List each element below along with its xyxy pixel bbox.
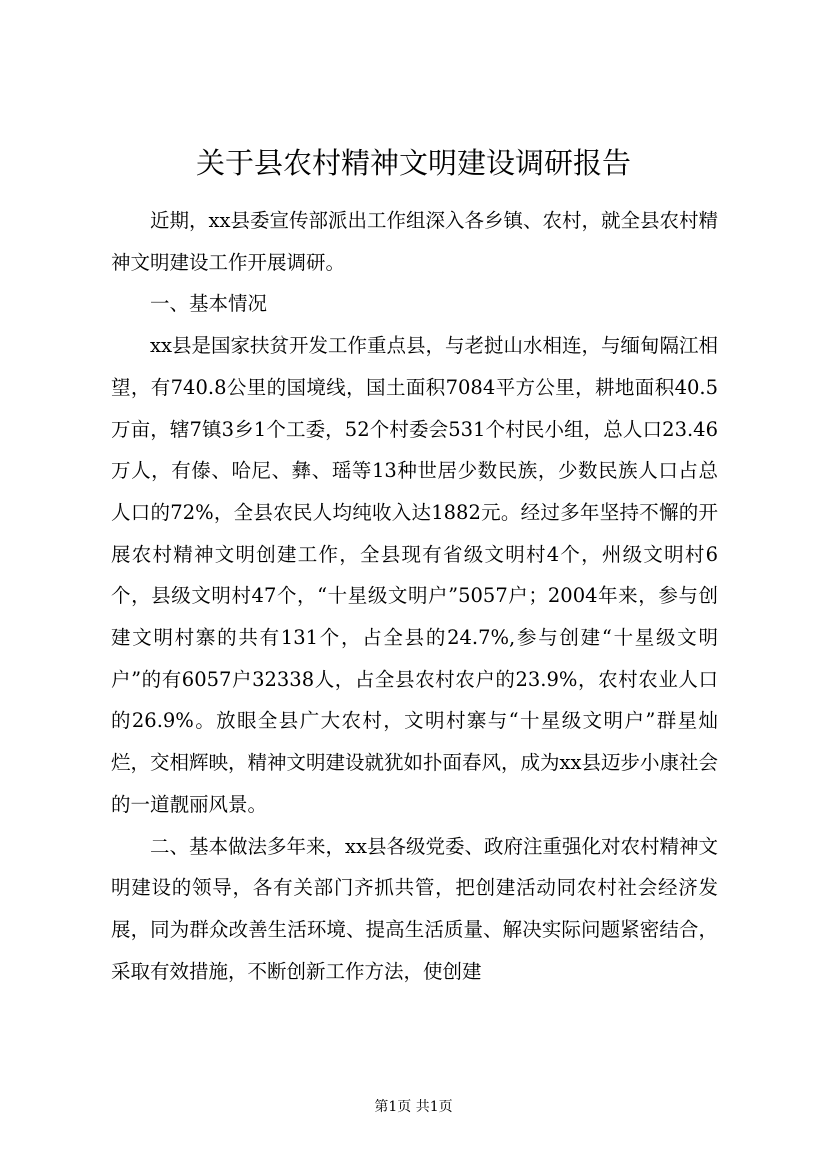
paragraph-basic-situation: xx县是国家扶贫开发工作重点县，与老挝山水相连，与缅甸隔江相望，有740.8公里的国境线，国土面积7084平方公里，耕地面积40.5万亩，辖7镇3乡1个工委，52个村委会531个村民小组，总人口23.46万人，有傣、哈尼、彝、瑶等13种世居少数民族，少数民族人口占总人口的72%，全县农民人均纯收入达1882元。经过多年坚持不懈的开展农村精神文明创建工作，全县现有省级文明村4个，州级文明村6个，县级文明村47个，“十星级文明户”5057户；2004年来，参与创建文明村寨的共有131个，占全县的24.7%,参与创建“十星级文明户”的有6057户32338人，占全县农村农户的23.9%，农村农业人口的26.9%。放眼全县广大农村，文明村寨与“十星级文明户”群星灿烂，交相辉映，精神文明建设就犹如扑面春风，成为xx县迈步小康社会的一道靓丽风景。 — [111, 334, 718, 816]
paragraph-intro: 近期，xx县委宣传部派出工作组深入各乡镇、农村，就全县农村精神文明建设工作开展调研。 — [111, 209, 718, 274]
paragraph-basic-practices: 二、基本做法多年来，xx县各级党委、政府注重强化对农村精神文明建设的领导，各有关部门齐抓共管，把创建活动同农村社会经济发展，同为群众改善生活环境、提高生活质量、解决实际问题紧密结合，采取有效措施，不断创新工作方法，使创建 — [111, 834, 718, 983]
document-title: 关于县农村精神文明建设调研报告 — [195, 146, 631, 180]
document-body — [111, 200, 718, 992]
section-heading-basic-situation: 一、基本情况 — [150, 292, 268, 316]
page-footer: 第1页 共1页 — [374, 1099, 453, 1115]
